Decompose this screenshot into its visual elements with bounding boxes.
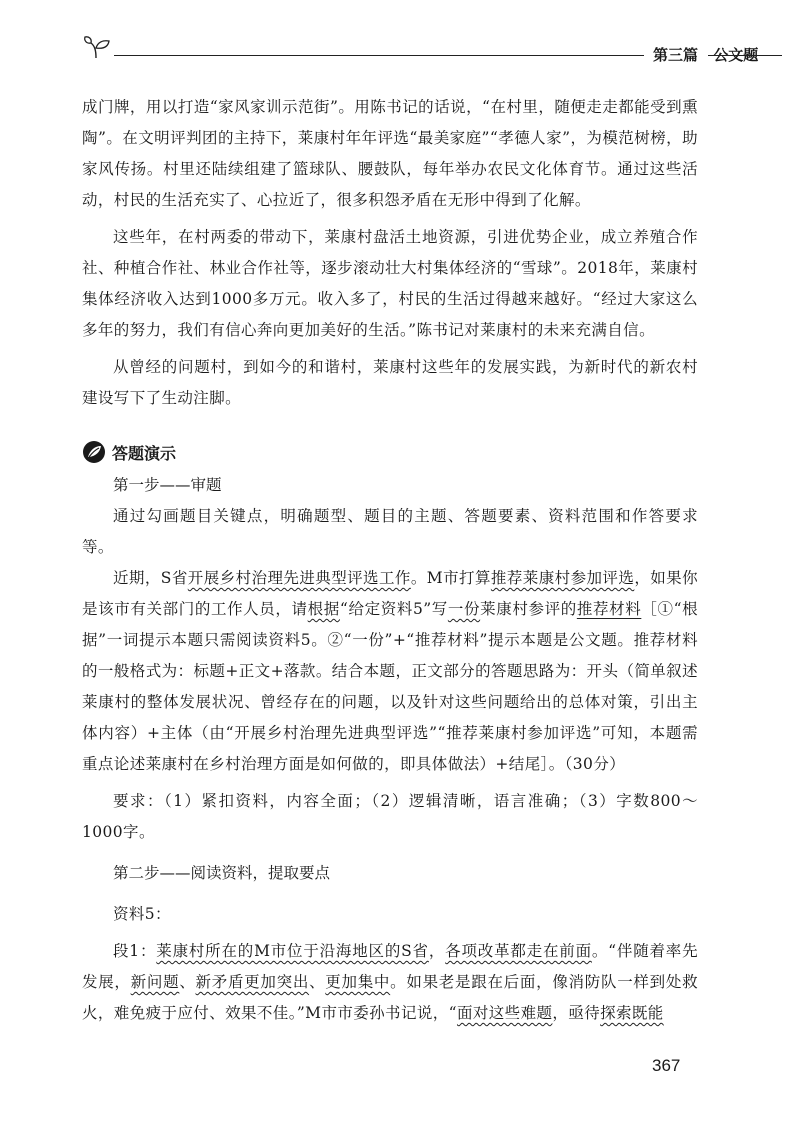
header-rule-right [708, 55, 782, 56]
keyword-underline: 莱康村所在的M市位于沿海地区的S省 [156, 942, 429, 960]
keyword-underline: 新矛盾更加突出 [195, 973, 310, 991]
question-segment: 近期，S省 [113, 569, 188, 587]
keyword-underline: 面对这些难题 [456, 1004, 553, 1022]
paragraph-2: 这些年，在村两委的带动下，莱康村盘活土地资源，引进优势企业，成立养殖合作社、种植合作社、林业合作社等，逐步滚动壮大村集体经济的“雪球”。2018年，莱康村集体经济收入达到1000多万元。收入多了，村民的生活过得越来越好。“经过大家这么多年的努力，我们有信心奔向更加美好的生活。”陈书记对莱康村的未来充满自信。 [82, 228, 698, 339]
page-header [82, 34, 782, 68]
requirements-text: 要求：（1）紧扣资料，内容全面；（2）逻辑清晰，语言准确；（3）字数800～1000字。 [82, 792, 698, 841]
header-section: 公文题 [713, 46, 759, 64]
leaf-badge-icon [82, 440, 106, 464]
keyword-underline: 开展乡村治理先进典型评选工作 [187, 569, 411, 587]
question-segment: ［①“根据”一词提示本题只需阅读资料5。②“一份”+“推荐材料”提示本题是公文题。推荐材料的一般格式为：标题+正文+落款。结合本题，正文部分的答题思路为：开头（简单叙述莱康村的整体发展状况、曾经存在的问题，以及针对这些问题给出的总体对策，引出主体内容）+主体（由“开展乡村治理先进典型评选”“推荐莱康村参加评选”可知，本题需重点论述莱康村在乡村治理方面是如何做的，即具体做法）+结尾］。（30分） [82, 600, 699, 773]
para-segment: 段1： [113, 942, 157, 960]
para-segment: 。如果老是跟在后面，像消防队一样到处救火，难免疲于应付、效果不佳。”M市市委孙书记说，“ [82, 973, 698, 1022]
step-1-intro: 通过勾画题目关键点，明确题型、题目的主题、答题要素、资料范围和作答要求等。 [82, 507, 698, 556]
question-segment: “给定资料5”写 [339, 600, 448, 618]
para-segment: 、 [179, 973, 196, 991]
page-content [82, 92, 698, 1029]
keyword-underline: 探索既能 [600, 1004, 664, 1022]
keyword-underline: 一份 [447, 600, 481, 618]
question-segment: ，如果你是该市有关部门的工作人员，请 [82, 569, 699, 618]
resource-label: 资料5： [113, 905, 171, 923]
para-segment: 、 [309, 973, 326, 991]
question-segment: 。M市打算 [410, 569, 491, 587]
step-2-title: 第二步——阅读资料，提取要点 [113, 864, 331, 882]
header-rule-left [114, 55, 644, 56]
section-heading [82, 436, 698, 468]
question-text [82, 563, 698, 780]
question-segment: 莱康村参评的 [480, 600, 577, 618]
keyword-underline: 更加集中 [325, 973, 391, 991]
keyword-underline: 推荐材料 [576, 600, 642, 618]
paragraph-3: 从曾经的问题村，到如今的和谐村，莱康村这些年的发展实践，为新时代的新农村建设写下了生动注脚。 [82, 358, 698, 407]
keyword-underline: 新问题 [130, 973, 180, 991]
keyword-underline: 推荐莱康村参加评选 [490, 569, 635, 587]
section-title: 答题演示 [112, 443, 177, 463]
page-number: 367 [652, 1056, 681, 1075]
resource-paragraph-1 [82, 936, 698, 1029]
para-segment: ，亟待 [552, 1004, 601, 1022]
header-part: 第三篇 [653, 46, 699, 64]
para-segment: ， [428, 942, 446, 960]
paragraph-1: 成门牌，用以打造“家风家训示范街”。用陈书记的话说，“在村里，随便走走都能受到熏陶”。在文明评判团的主持下，莱康村年年评选“最美家庭”“孝德人家”，为模范树榜，助家风传扬。村里还陆续组建了篮球队、腰鼓队，每年举办农民文化体育节。通过这些活动，村民的生活充实了、心拉近了，很多积怨矛盾在无形中得到了化解。 [82, 98, 698, 209]
keyword-underline: 根据 [307, 600, 340, 618]
para-segment: 。“伴随着率先发展， [82, 942, 698, 991]
sprout-icon [82, 34, 112, 60]
keyword-underline: 各项改革都走在前面 [445, 942, 592, 960]
step-1-title: 第一步——审题 [113, 476, 222, 494]
